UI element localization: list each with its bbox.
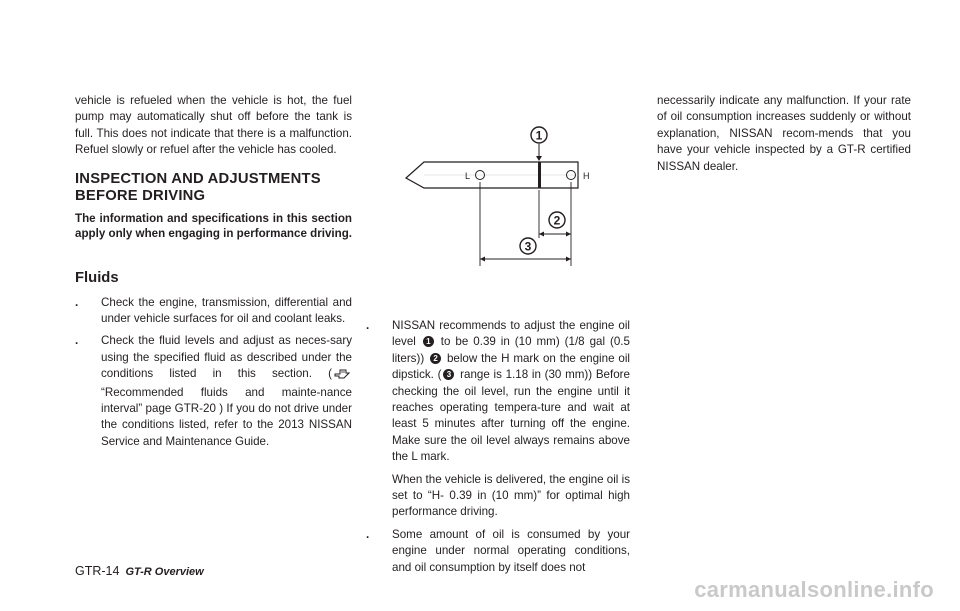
reference-link[interactable]: “Recommended fluids and mainte-nance interval” page GTR-20 ) If you do not drive under the conditions listed, refer to the 2013 NISSAN Service and Maintenance Guide. [101,385,352,448]
left-column [75,93,352,456]
footer-section-title: GT-R Overview [125,566,204,578]
list-item [366,527,630,576]
right-column [657,93,911,175]
oil-list [366,318,630,576]
section-heading-line2: BEFORE DRIVING [75,187,206,204]
bullet-mark: . [366,527,370,541]
callout-badge-2: 2 [430,353,441,364]
bullet-text: Check the engine, transmission, differential and under vehicle surfaces for oil and coolant leaks. [101,295,352,326]
watermark: carmanualsonline.info [694,577,934,602]
bullet-text: Check the fluid levels and adjust as neces-sary using the specified fluid as described under the conditions listed in this section. ( [101,334,352,381]
bullet-text: below the H mark on the engine oil dipstick. ( [392,351,630,382]
callout-1: 1 [535,128,543,143]
section-intro: The information and specifications in this section apply only when engaging in performance driving. [75,211,352,240]
refuel-paragraph: vehicle is refueled when the vehicle is hot, the fuel pump may automatically shut off before the tank is full. This does not indicate that there is a malfunction. Refuel slowly or refuel after the vehicle has cooled. [75,94,352,157]
list-item [75,295,352,328]
delivery-note: When the vehicle is delivered, the engine oil is set to “H- 0.39 in (10 mm)” for optimal high performance driving. [392,472,630,519]
bullet-text: range is 1.18 in (30 mm)) Before checking the oil level, run the engine until it reaches operating tempera-ture and wait at least 5 minutes after turning off the engine. Make sure the oil level always remains above the L mark. [392,368,630,464]
page-number: GTR-14 [75,564,120,578]
callout-badge-1: 1 [423,336,434,347]
list-item [366,318,630,521]
label-h: H [583,171,590,181]
bullet-text: to be 0.39 in (10 mm) (1/8 gal (0.5 liters)) [392,335,630,365]
reference-arrow-icon [334,368,350,384]
callout-2: 2 [553,213,561,228]
dipstick-svg [398,120,622,278]
callout-3: 3 [524,239,532,254]
fluids-list [75,295,352,451]
label-l: L [465,171,471,181]
list-item [75,333,352,450]
page-footer [75,564,204,578]
section-heading-line1: INSPECTION AND ADJUSTMENTS [75,170,321,187]
fluids-heading: Fluids [75,269,119,286]
oil-level-mark [538,162,541,188]
callout-badge-3: 3 [443,369,454,380]
bullet-mark: . [75,295,79,309]
bullet-mark: . [75,334,79,348]
consumption-paragraph: necessarily indicate any malfunction. If your rate of oil consumption increases suddenly or without explanation, NISSAN recom-mends that you have your vehicle inspected by a GT-R certified NISSAN dealer. [657,94,911,173]
bullet-mark: . [366,319,370,332]
bullet-text: Some amount of oil is consumed by your engine under normal operating conditions, and oil consumption by itself does not [392,527,630,574]
oil-dipstick-diagram [398,120,622,278]
section-heading [75,171,352,205]
bullet-text: NISSAN recommends to adjust the engine oil level [392,319,630,349]
middle-column [366,318,630,582]
